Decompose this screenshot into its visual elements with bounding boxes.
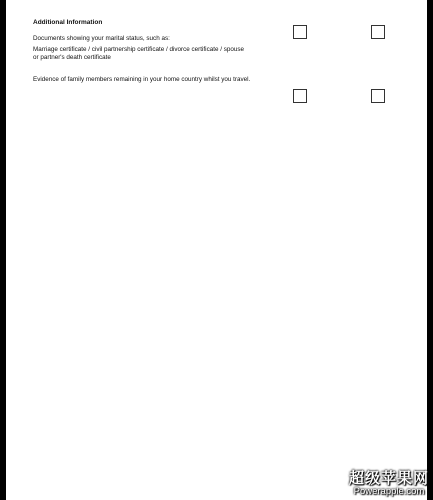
marital-status-checkbox-col2[interactable]	[371, 25, 385, 39]
watermark-chinese: 超级苹果网	[348, 469, 429, 487]
section-heading: Additional Information	[33, 19, 103, 26]
family-evidence-text: Evidence of family members remaining in your home country whilst you travel.	[33, 76, 251, 83]
marital-certificates-line-1: Marriage certificate / civil partnership certificate / divorce certificate / spouse	[33, 46, 245, 53]
marital-status-intro: Documents showing your marital status, such as:	[33, 35, 170, 42]
watermark	[349, 471, 429, 497]
marital-status-checkbox-col1[interactable]	[293, 25, 307, 39]
family-evidence-checkbox-col2[interactable]	[371, 89, 385, 103]
marital-certificates-line-2: or partner's death certificate	[33, 54, 111, 61]
document-page	[6, 0, 427, 500]
watermark-latin: Powerapple.com	[353, 485, 425, 497]
family-evidence-checkbox-col1[interactable]	[293, 89, 307, 103]
